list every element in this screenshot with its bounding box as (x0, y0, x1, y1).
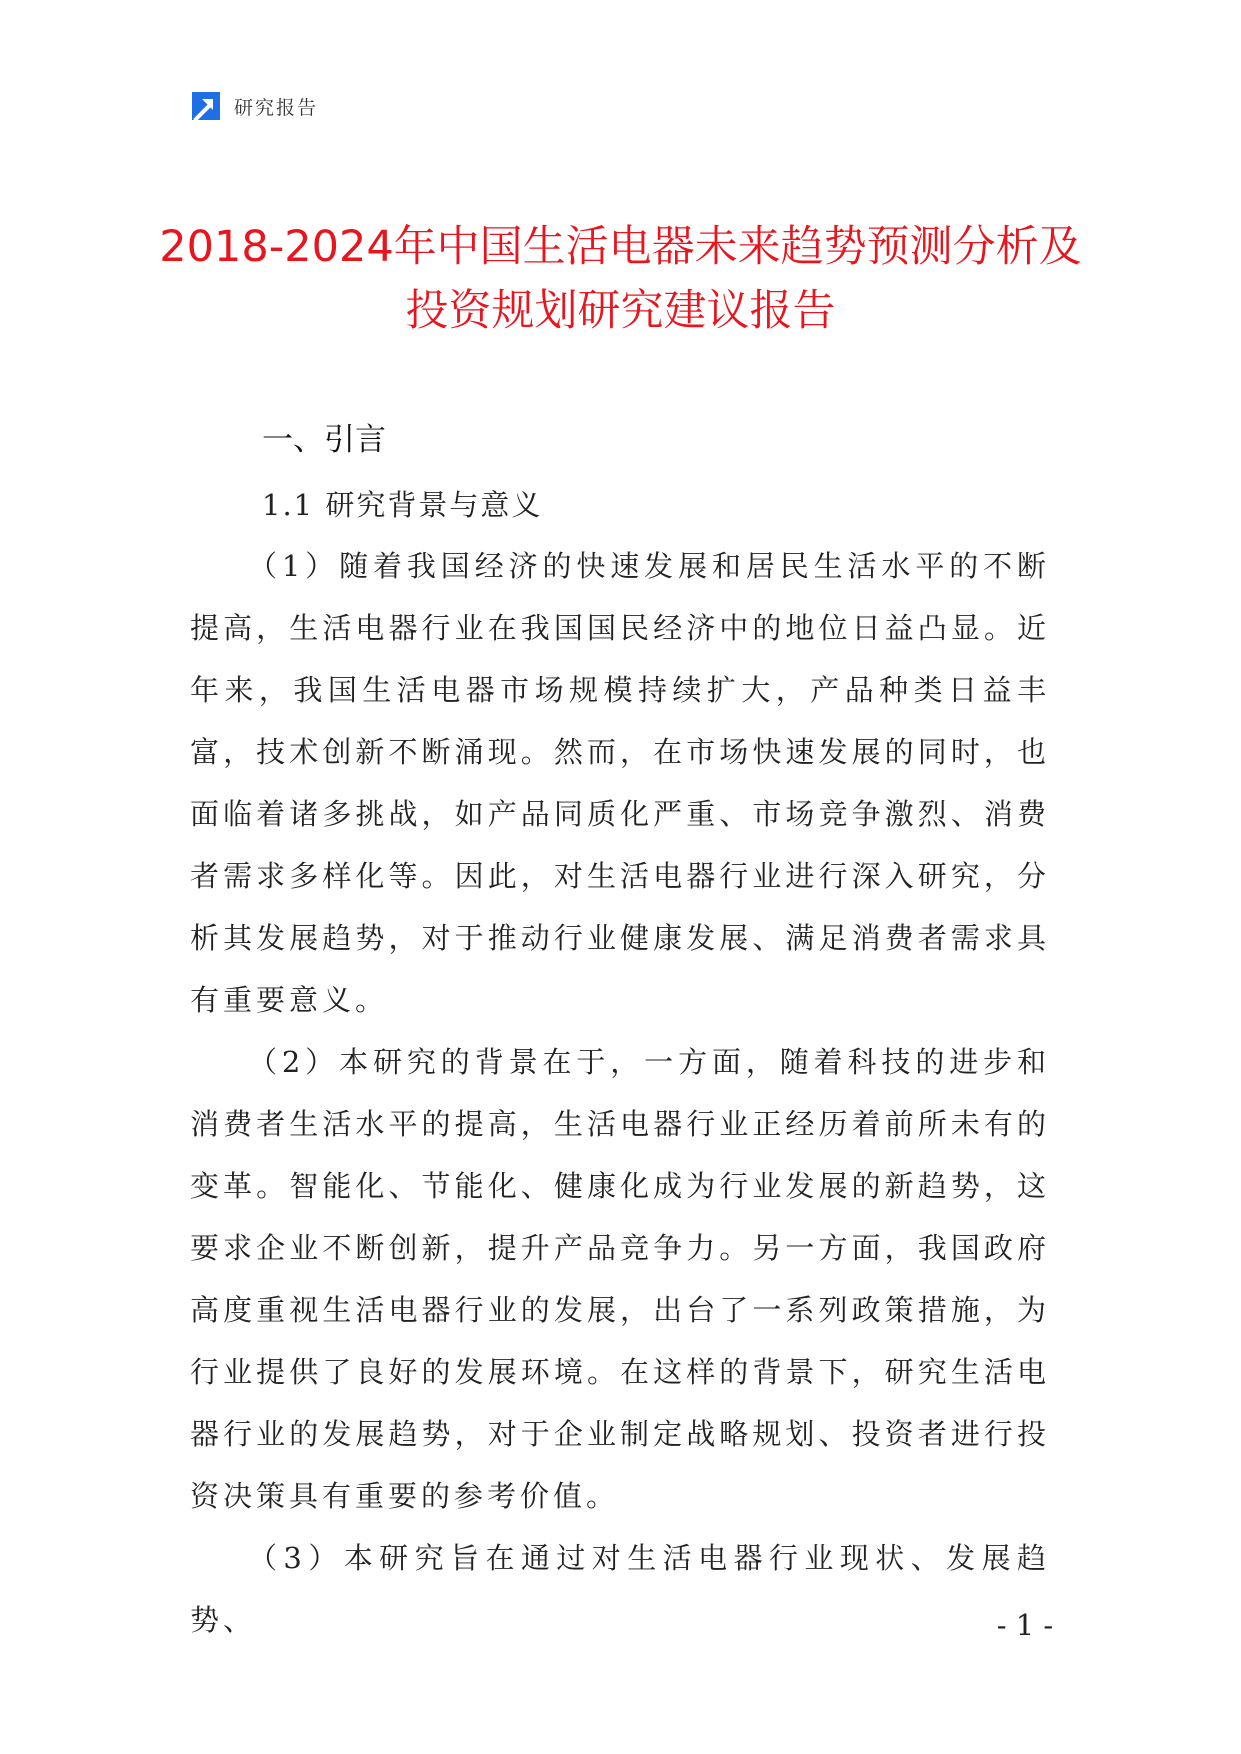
section-heading: 一、引言 (262, 422, 386, 458)
body-text (190, 535, 1050, 1651)
page-number: - 1 - (996, 1608, 1054, 1642)
report-header (190, 90, 318, 122)
header-label: 研究报告 (234, 96, 319, 119)
paragraph-1: （1）随着我国经济的快速发展和居民生活水平的不断提高，生活电器行业在我国国民经济中的地位日益凸显。近年来，我国生活电器市场规模持续扩大，产品种类日益丰富，技术创新不断涌现。然而，在市场快速发展的同时，也面临着诸多挑战，如产品同质化严重、市场竞争激烈、消费者需求多样化等。因此，对生活电器行业进行深入研究，分析其发展趋势，对于推动行业健康发展、满足消费者需求具有重要意义。 (190, 549, 1050, 1017)
paragraph-3: （3）本研究旨在通过对生活电器行业现状、发展趋势、 (190, 1541, 1050, 1637)
document-title: 2018-2024年中国生活电器未来趋势预测分析及投资规划研究建议报告 (159, 222, 1082, 336)
paragraph-2: （2）本研究的背景在于，一方面，随着科技的进步和消费者生活水平的提高，生活电器行业正经历着前所未有的变革。智能化、节能化、健康化成为行业发展的新趋势，这要求企业不断创新，提升产品竞争力。另一方面，我国政府高度重视生活电器行业的发展，出台了一系列政策措施，为行业提供了良好的发展环境。在这样的背景下，研究生活电器行业的发展趋势，对于企业制定战略规划、投资者进行投资决策具有重要的参考价值。 (190, 1045, 1050, 1513)
arrow-up-right-icon (190, 90, 222, 122)
subsection-heading: 1.1 研究背景与意义 (262, 488, 543, 522)
